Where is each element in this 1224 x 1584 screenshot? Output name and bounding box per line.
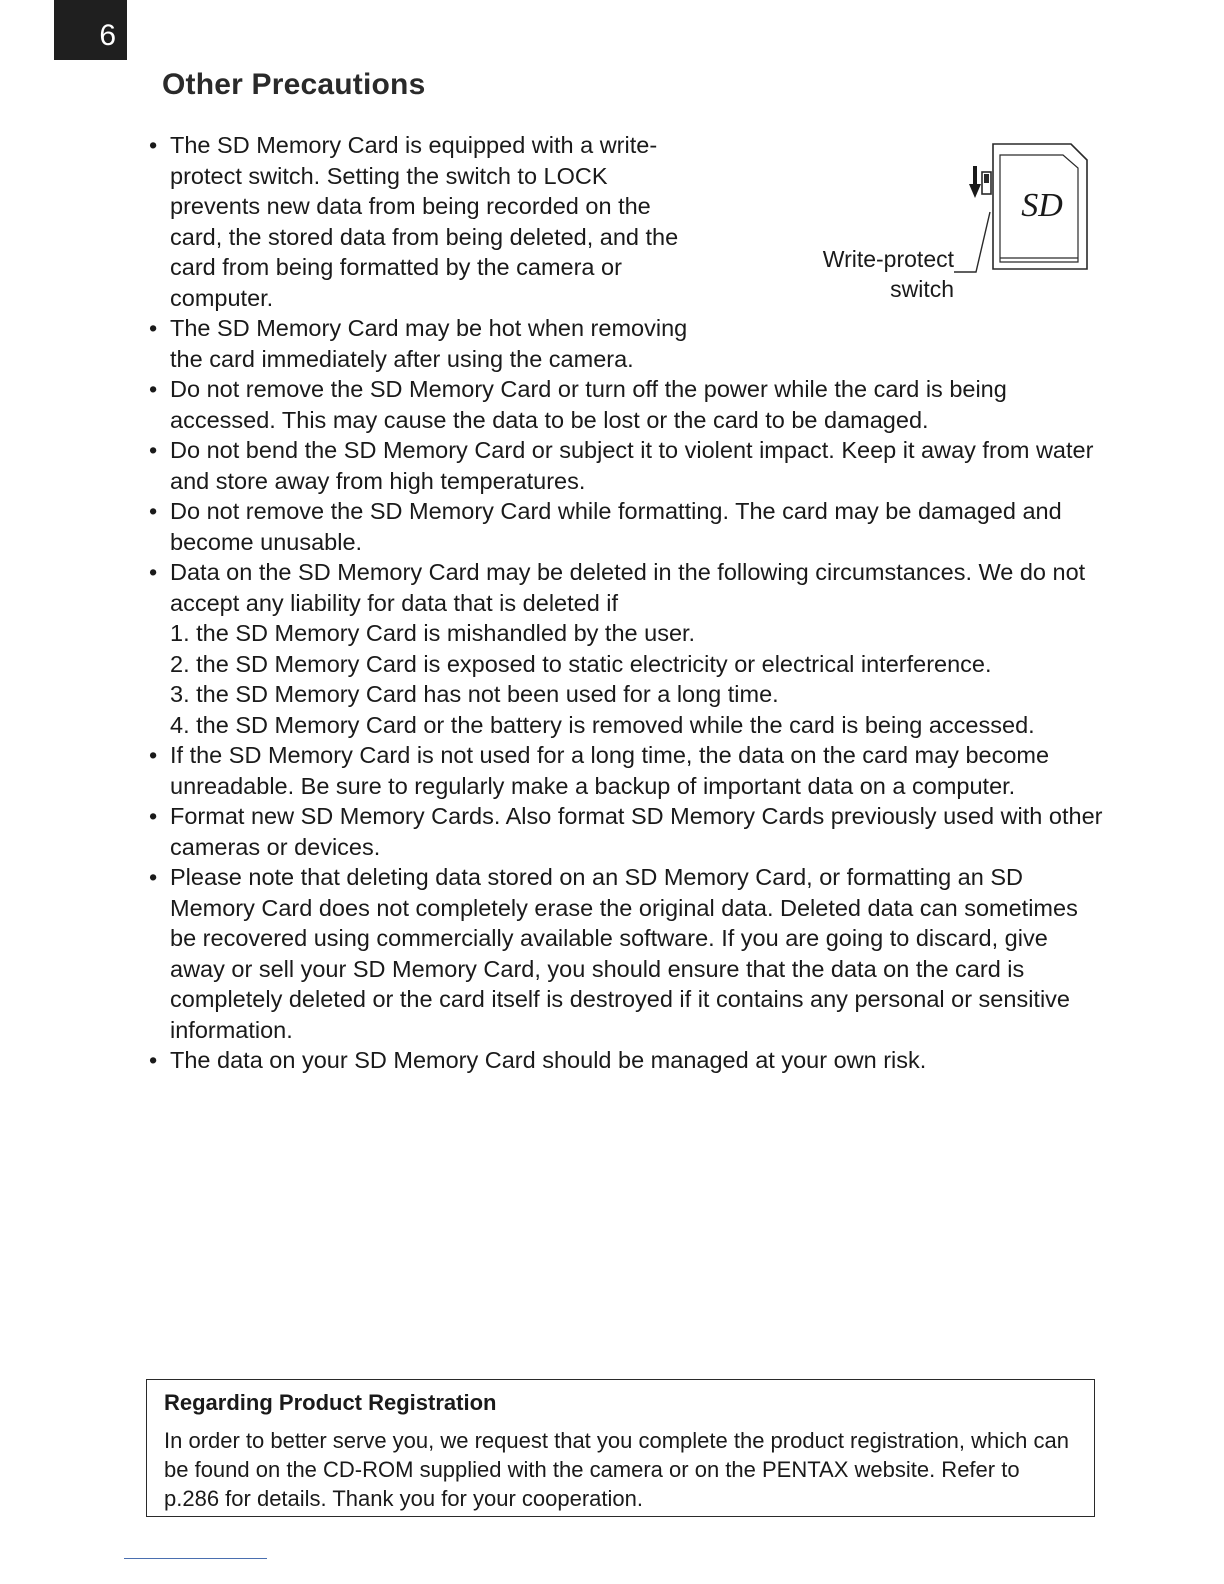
footer-rule bbox=[124, 1558, 267, 1559]
precaution-item: • Format new SD Memory Cards. Also format SD Memory Cards previously used with other cameras or devices. bbox=[145, 801, 1105, 862]
circumstance-item: 4. the SD Memory Card or the battery is removed while the card is being accessed. bbox=[170, 711, 1035, 738]
precaution-item: • Do not bend the SD Memory Card or subject it to violent impact. Keep it away from water and store away from high temperatures. bbox=[145, 435, 1105, 496]
precaution-item: • If the SD Memory Card is not used for a long time, the data on the card may become unreadable. Be sure to regularly make a backup of important data on a computer. bbox=[145, 740, 1105, 801]
circumstance-item: 3. the SD Memory Card has not been used for a long time. bbox=[170, 681, 779, 707]
write-protect-label-line2: switch bbox=[890, 276, 954, 302]
page-number: 6 bbox=[99, 19, 116, 52]
page-number-tab bbox=[54, 0, 127, 60]
precautions-list bbox=[145, 130, 1105, 1076]
circumstance-item: 2. the SD Memory Card is exposed to static electricity or electrical interference. bbox=[170, 650, 992, 677]
sd-card-text: SD bbox=[1021, 187, 1063, 224]
precaution-text: • The SD Memory Card is equipped with a write-protect switch. Setting the switch to LOCK prevents new data from being recorded on the card, the stored data from being deleted, and the card from being formatted by the camera or computer. bbox=[170, 132, 679, 311]
precaution-text: • Data on the SD Memory Card may be deleted in the following circumstances. We do not accept any liability for data that is deleted if bbox=[170, 559, 1086, 616]
registration-heading: Regarding Product Registration bbox=[164, 1390, 497, 1415]
registration-notice-box bbox=[146, 1379, 1095, 1517]
precaution-item: • Do not remove the SD Memory Card while formatting. The card may be damaged and become unusable. bbox=[145, 496, 1105, 557]
precaution-item bbox=[145, 557, 1105, 740]
precaution-item bbox=[145, 313, 1105, 374]
precaution-item: • Do not remove the SD Memory Card or turn off the power while the card is being accessed. This may cause the data to be lost or the card to be damaged. bbox=[145, 374, 1105, 435]
precaution-item: • The data on your SD Memory Card should be managed at your own risk. bbox=[145, 1045, 1105, 1076]
registration-body: In order to better serve you, we request that you complete the product registration, which can be found on the CD-ROM supplied with the camera or on the PENTAX website. Refer to p.286 for details. Thank you for your cooperation. bbox=[164, 1428, 1069, 1511]
precaution-text: • The SD Memory Card may be hot when removing the card immediately after using the camera. bbox=[170, 315, 688, 372]
write-protect-label-line1: Write-protect bbox=[822, 246, 954, 272]
circumstances-list bbox=[170, 618, 1105, 740]
circumstance-item: 1. the SD Memory Card is mishandled by the user. bbox=[170, 620, 696, 646]
precaution-item: • Please note that deleting data stored on an SD Memory Card, or formatting an SD Memory Card does not completely erase the original data. Deleted data can sometimes be recovered using commercially available software. If you are going to discard, give away or sell your SD Memory Card, you should ensure that the data on the card is completely deleted or the card itself is destroyed if it contains any personal or sensitive information. bbox=[145, 862, 1105, 1045]
section-title: Other Precautions bbox=[162, 68, 426, 101]
precaution-item bbox=[145, 130, 1105, 313]
